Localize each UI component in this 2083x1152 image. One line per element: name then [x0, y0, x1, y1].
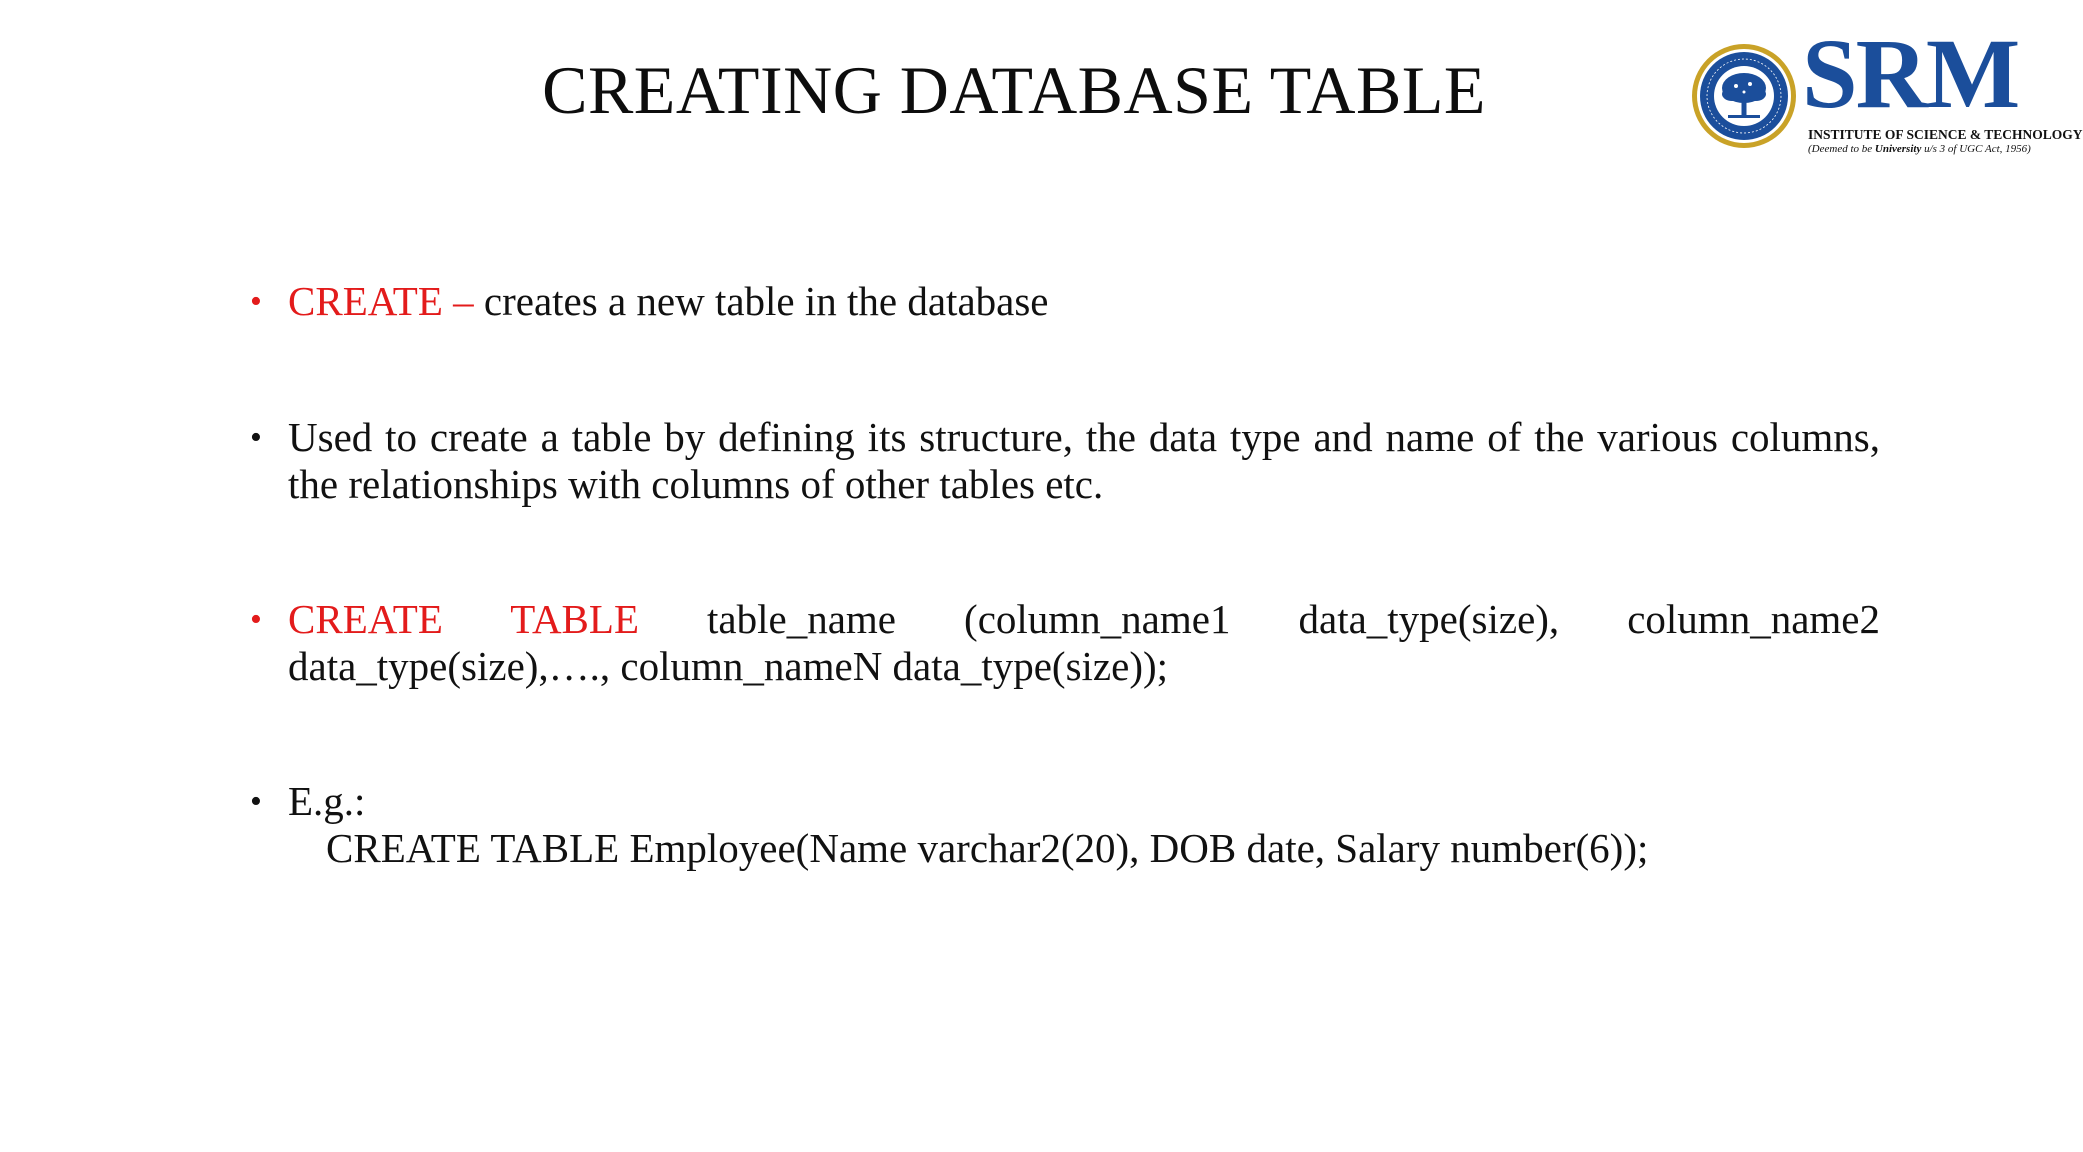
university-seal-icon — [1690, 42, 1798, 150]
logo-tagline: (Deemed to be University u/s 3 of UGC Act, 1956) — [1808, 143, 2031, 155]
srm-logo — [1690, 18, 2083, 160]
bullet-dot: • — [250, 783, 262, 820]
bullet-dot: • — [250, 601, 262, 638]
logo-wordmark: SRM — [1802, 18, 2019, 129]
bullet-text: Used to create a table by defining its structure, the data type and name of the various columns, the relationships with columns of other tables etc. — [288, 414, 1880, 507]
bullet-text: creates a new table in the database — [473, 278, 1049, 324]
example-code: CREATE TABLE Employee(Name varchar2(20), DOB date, Salary number(6)); — [326, 825, 1649, 871]
syntax-text: table_name (column_name1 data_type(size), column_name2 data_type(size),…., column_nameN data_type(size)); — [288, 596, 1880, 689]
bullet-example — [250, 778, 1880, 872]
keyword-create-table: CREATE TABLE — [288, 596, 639, 642]
keyword-create: CREATE – — [288, 278, 474, 324]
bullet-syntax — [250, 596, 1880, 690]
slide-title: CREATING DATABASE TABLE — [542, 52, 1486, 128]
bullet-usage — [250, 414, 1880, 508]
example-label: E.g.: — [288, 778, 366, 824]
bullet-dot: • — [250, 419, 262, 456]
bullet-create-definition — [250, 278, 1880, 325]
logo-subtitle: INSTITUTE OF SCIENCE & TECHNOLOGY — [1808, 127, 2083, 142]
bullet-dot: • — [250, 283, 262, 320]
